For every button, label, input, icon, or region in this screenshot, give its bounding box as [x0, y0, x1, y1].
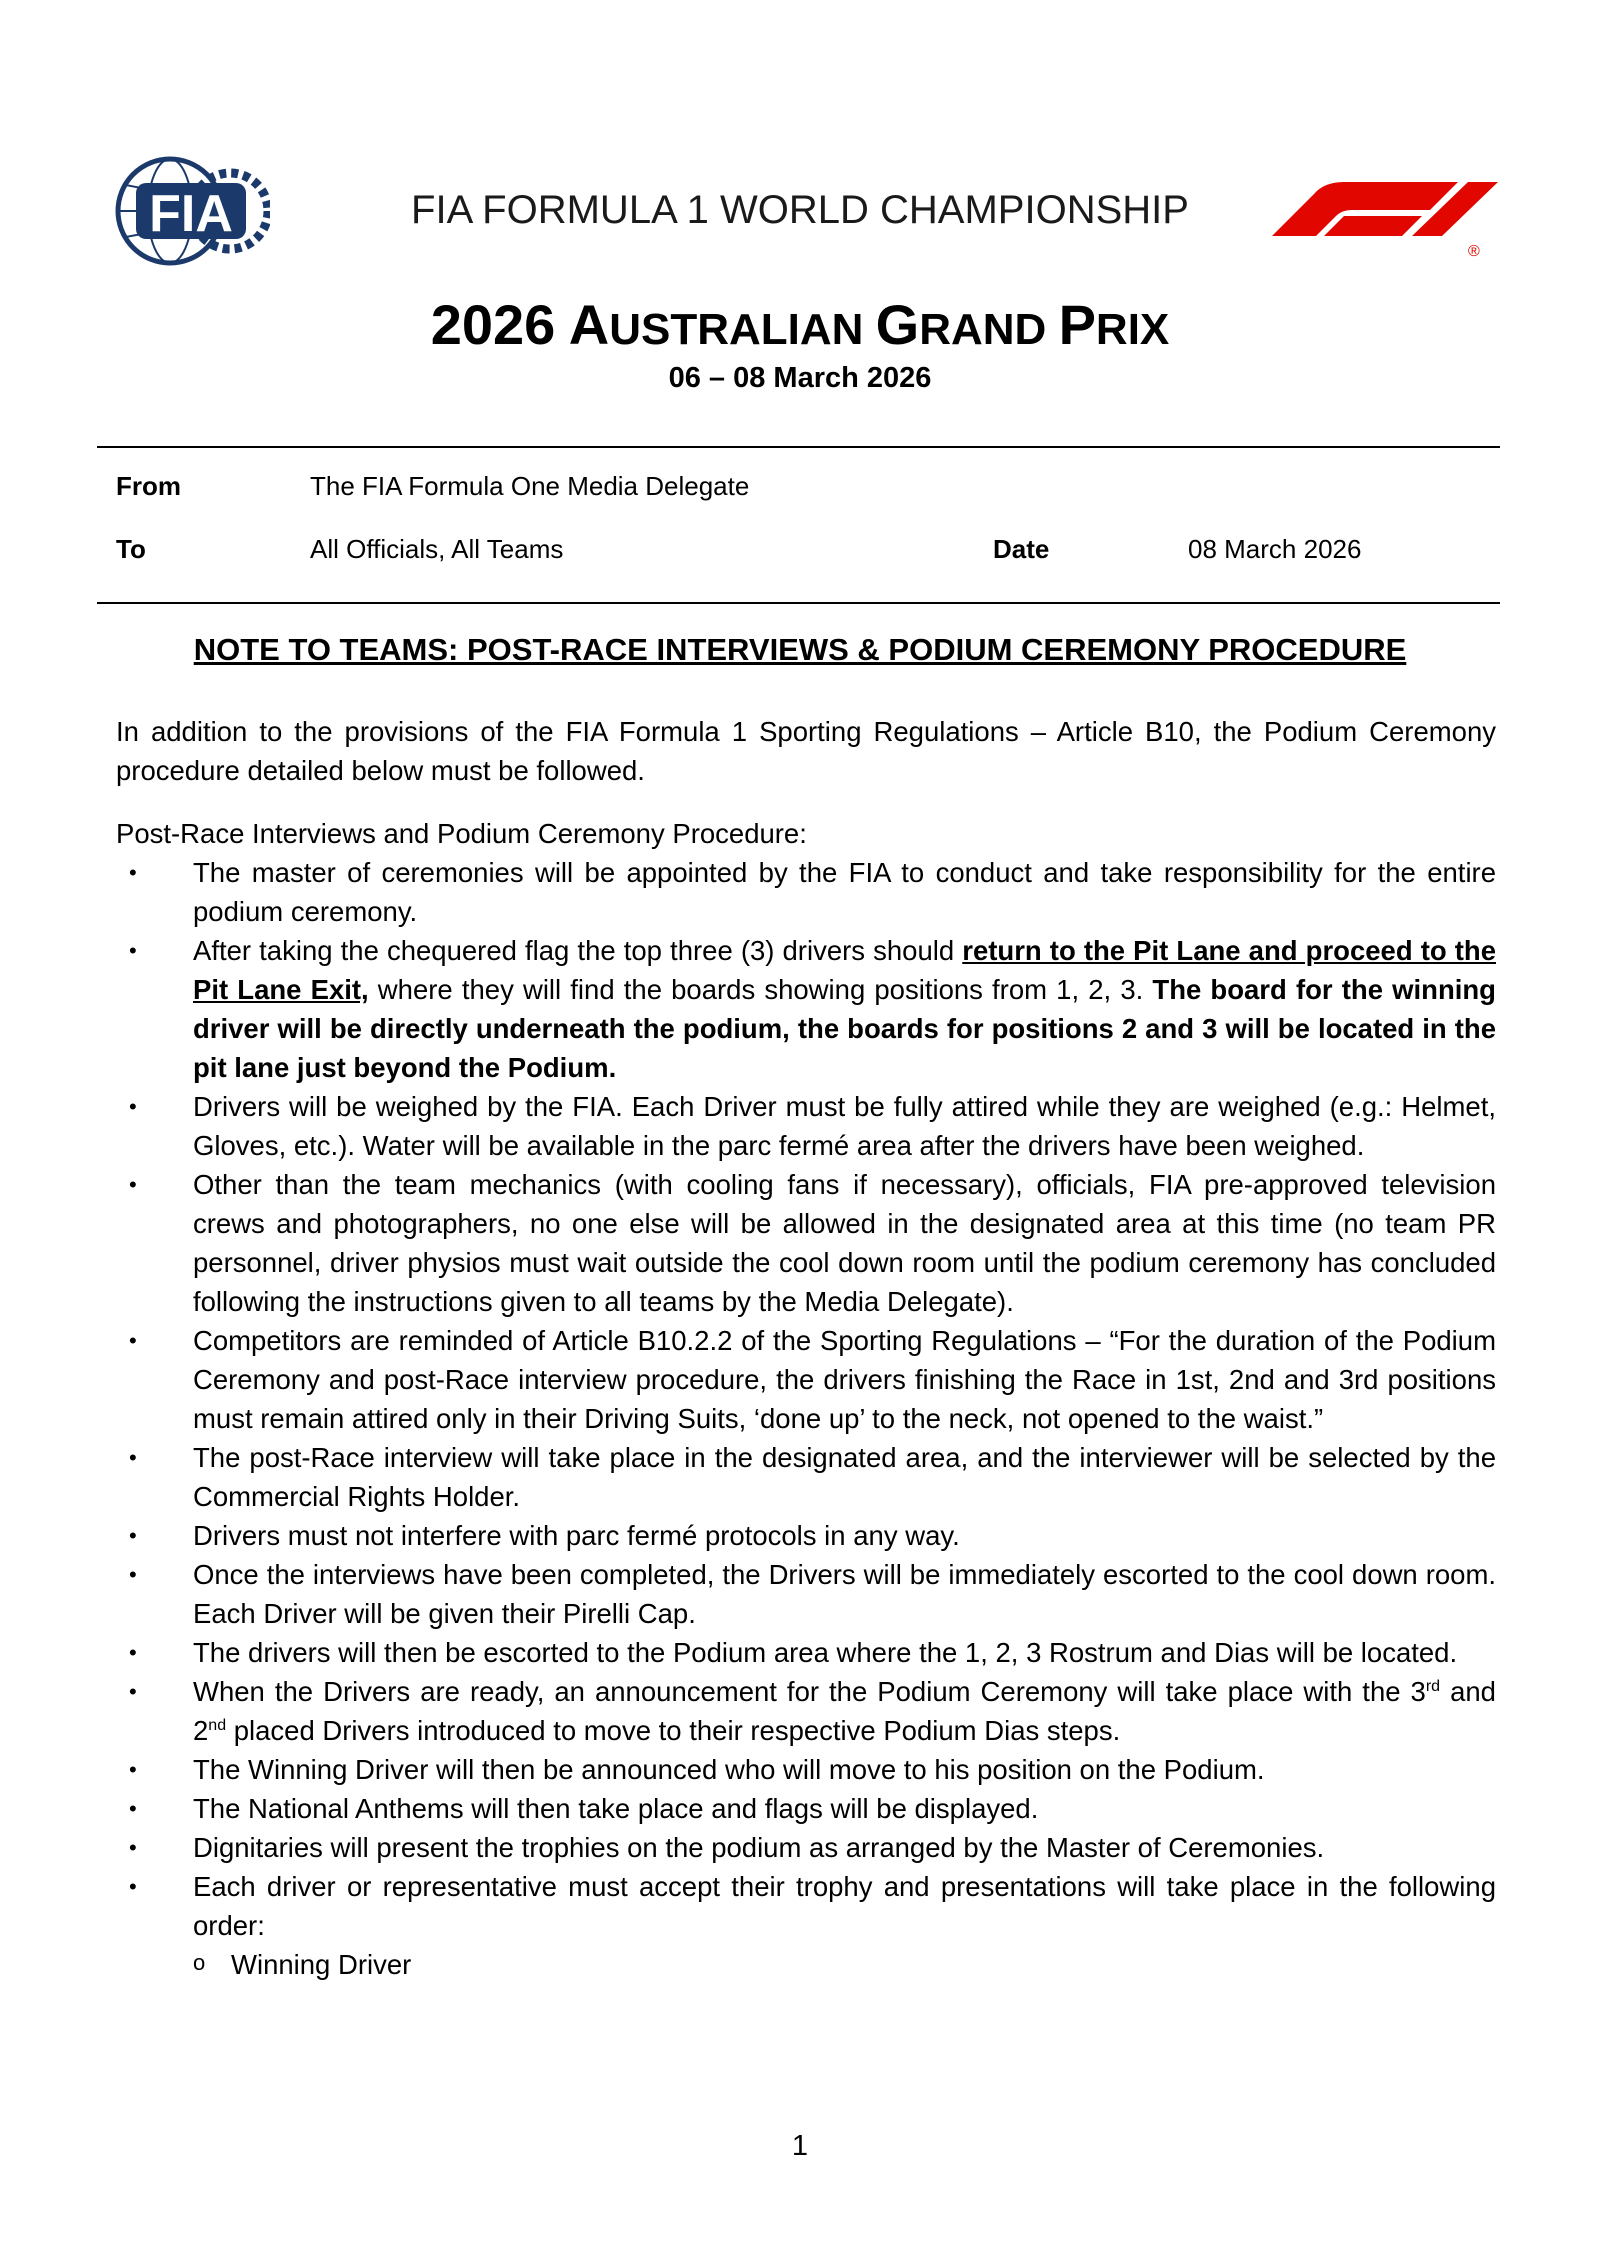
- list-item: • Drivers must not interfere with parc fermé protocols in any way.: [116, 1516, 1496, 1555]
- event-title: 2026 AUSTRALIAN GRAND PRIX: [430, 293, 1170, 356]
- sub-list: [193, 1945, 1496, 1984]
- list-item: • Each driver or representative must accept their trophy and presentations will take place in the following order: o Winning Driver: [116, 1867, 1496, 1984]
- from-label: From: [116, 471, 181, 501]
- list-item: • After taking the chequered flag the top three (3) drivers should return to the Pit Lane and proceed to the Pit Lane Exit, where they will find the boards showing positions from 1, 2, 3. The board for the winning driver will be directly underneath the podium, the boards for positions 2 and 3 will be located in the pit lane just beyond the Podium.: [116, 931, 1496, 1087]
- note-title: NOTE TO TEAMS: POST-RACE INTERVIEWS & PODIUM CEREMONY PROCEDURE: [193, 632, 1407, 667]
- list-item: • Once the interviews have been completed, the Drivers will be immediately escorted to the cool down room. Each Driver will be given their Pirelli Cap.: [116, 1555, 1496, 1633]
- divider-bottom: [97, 602, 1500, 604]
- intro-paragraph: In addition to the provisions of the FIA Formula 1 Sporting Regulations – Article B10, the Podium Ceremony procedure detailed below must be followed.: [116, 716, 1496, 786]
- procedure-heading: Post-Race Interviews and Podium Ceremony Procedure:: [116, 818, 807, 849]
- list-item: • The master of ceremonies will be appointed by the FIA to conduct and take responsibility for the entire podium ceremony.: [116, 853, 1496, 931]
- to-value: All Officials, All Teams: [310, 534, 564, 564]
- list-item: • The National Anthems will then take place and flags will be displayed.: [116, 1789, 1496, 1828]
- to-label: To: [116, 534, 146, 564]
- list-item: • Dignitaries will present the trophies on the podium as arranged by the Master of Ceremonies.: [116, 1828, 1496, 1867]
- list-item: • The post-Race interview will take place in the designated area, and the interviewer will be selected by the Commercial Rights Holder.: [116, 1438, 1496, 1516]
- registered-mark: ®: [1468, 243, 1480, 260]
- championship-title: FIA FORMULA 1 WORLD CHAMPIONSHIP: [411, 188, 1189, 232]
- divider-top: [97, 446, 1500, 448]
- sub-list-item: o Winning Driver: [193, 1945, 1496, 1984]
- list-item: • When the Drivers are ready, an announcement for the Podium Ceremony will take place with the 3rd and 2nd placed Drivers introduced to move to their respective Podium Dias steps.: [116, 1672, 1496, 1750]
- event-dates: 06 – 08 March 2026: [668, 362, 932, 394]
- date-value: 08 March 2026: [1188, 534, 1362, 564]
- document-body: [116, 712, 1496, 1984]
- page-number: 1: [791, 2130, 809, 2162]
- list-item: • The drivers will then be escorted to the Podium area where the 1, 2, 3 Rostrum and Dias will be located.: [116, 1633, 1496, 1672]
- procedure-list: [116, 853, 1496, 1984]
- f1-logo: [1272, 178, 1502, 260]
- from-value: The FIA Formula One Media Delegate: [310, 471, 750, 501]
- fia-logo-text: FIA: [149, 185, 233, 243]
- list-item: • The Winning Driver will then be announced who will move to his position on the Podium.: [116, 1750, 1496, 1789]
- date-label: Date: [993, 534, 1050, 564]
- list-item: • Competitors are reminded of Article B10.2.2 of the Sporting Regulations – “For the duration of the Podium Ceremony and post-Race interview procedure, the drivers finishing the Race in 1st, 2nd and 3rd positions must remain attired only in their Driving Suits, ‘done up’ to the neck, not opened to the waist.”: [116, 1321, 1496, 1438]
- list-item: • Other than the team mechanics (with cooling fans if necessary), officials, FIA pre-approved television crews and photographers, no one else will be allowed in the designated area at this time (no team PR personnel, driver physios must wait outside the cool down room until the podium ceremony has concluded following the instructions given to all teams by the Media Delegate).: [116, 1165, 1496, 1321]
- list-item: • Drivers will be weighed by the FIA. Each Driver must be fully attired while they are weighed (e.g.: Helmet, Gloves, etc.). Water will be available in the parc fermé area after the drivers have been weighed.: [116, 1087, 1496, 1165]
